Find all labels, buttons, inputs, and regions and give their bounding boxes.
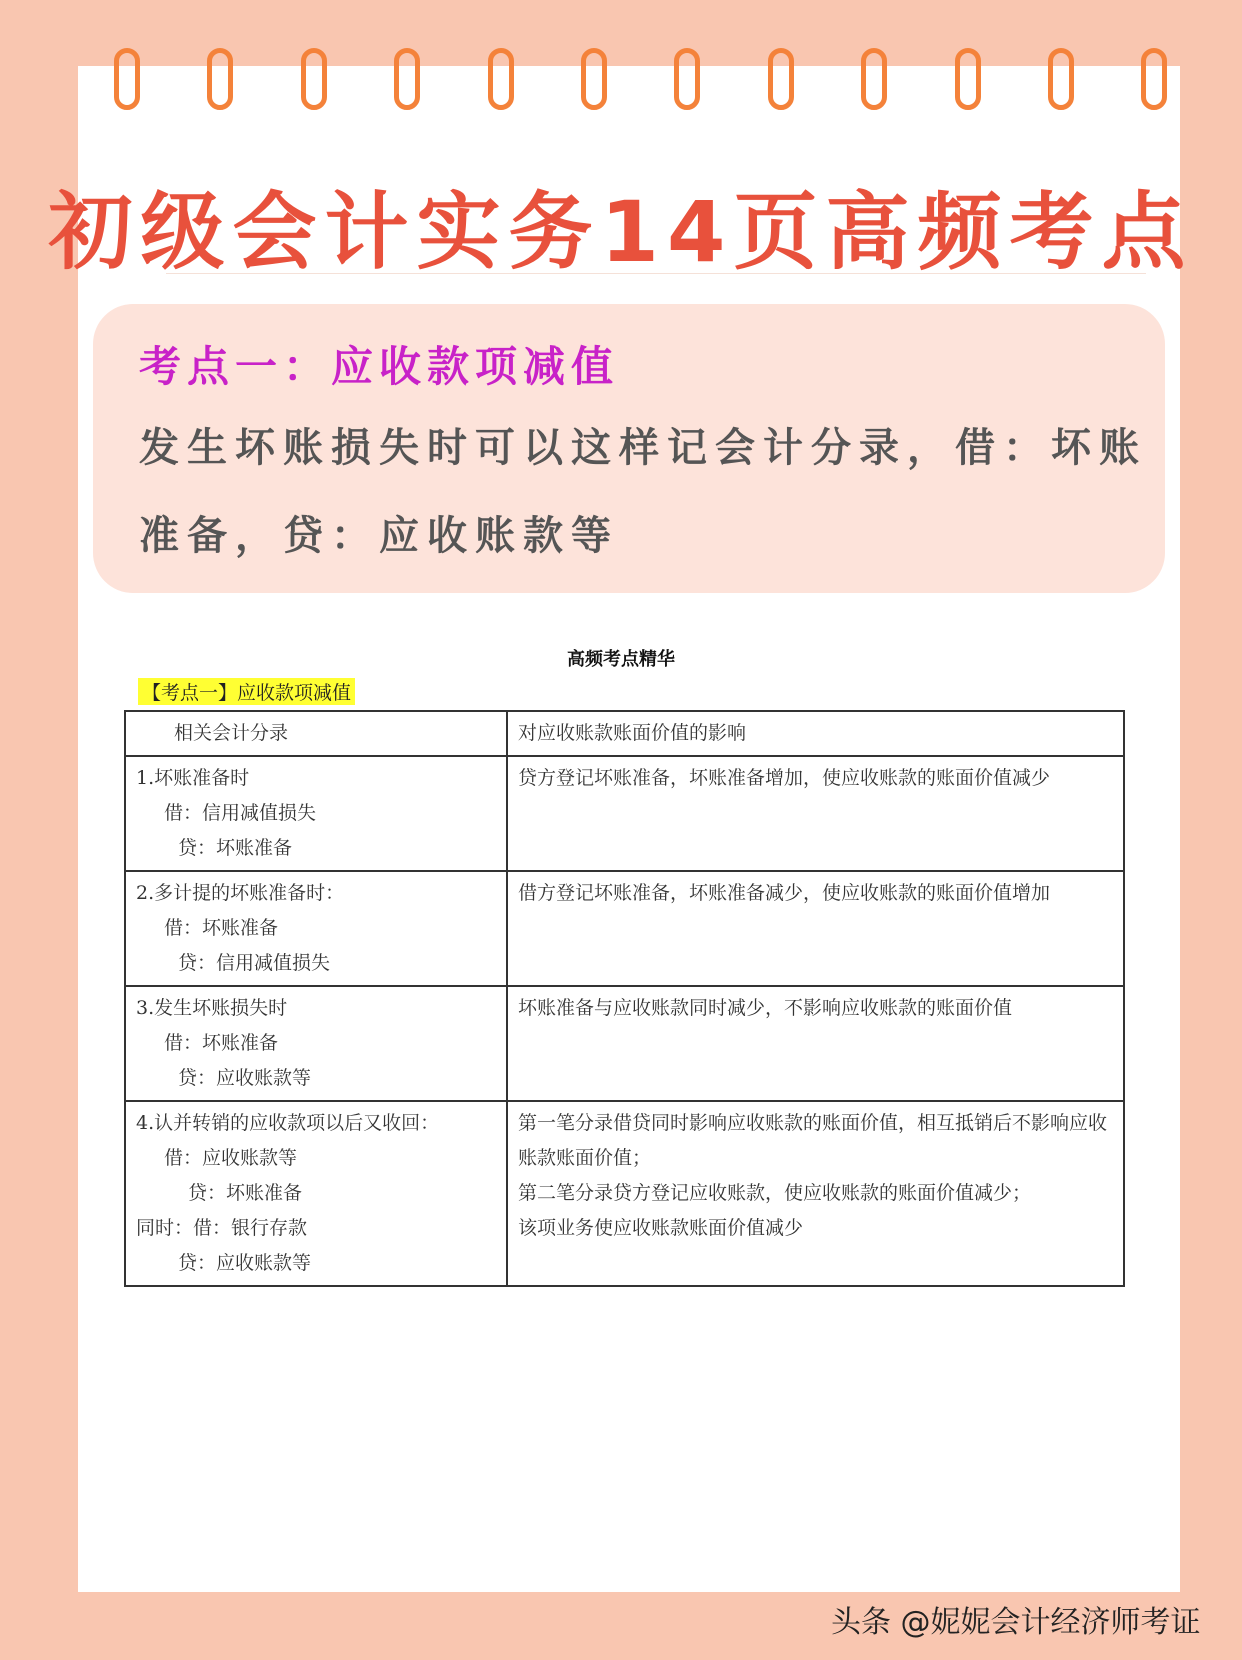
binder-ring-icon bbox=[674, 48, 700, 110]
page-title: 初级会计实务14页高频考点 bbox=[48, 183, 1194, 281]
table-row bbox=[125, 756, 1124, 871]
entry-cell bbox=[125, 1101, 507, 1286]
header-entry: 相关会计分录 bbox=[125, 711, 507, 756]
effect-line: 贷方登记坏账准备，坏账准备增加，使应收账款的账面价值减少 bbox=[518, 767, 1051, 789]
table-row bbox=[125, 1101, 1124, 1286]
binder-ring-icon bbox=[394, 48, 420, 110]
entries-table bbox=[124, 710, 1125, 1287]
effect-line: 第二笔分录贷方登记应收账款，使应收账款的账面价值减少； bbox=[518, 1182, 1032, 1204]
binder-ring-icon bbox=[861, 48, 887, 110]
entry-line: 2.多计提的坏账准备时： bbox=[136, 882, 345, 904]
highlighted-tag: 【考点一】应收款项减值 bbox=[138, 678, 355, 705]
key-point-heading: 考点一：应收款项减值 bbox=[139, 342, 620, 391]
effect-line: 第一笔分录借贷同时影响应收账款的账面价值，相互抵销后不影响应收账款账面价值； bbox=[518, 1112, 1108, 1169]
entry-line: 借：坏账准备 bbox=[164, 917, 279, 939]
table-row bbox=[125, 871, 1124, 986]
effect-cell bbox=[507, 871, 1124, 986]
effect-line: 借方登记坏账准备，坏账准备减少，使应收账款的账面价值增加 bbox=[518, 882, 1051, 904]
entry-line: 借：信用减值损失 bbox=[164, 802, 317, 824]
entry-line: 贷：应收账款等 bbox=[178, 1252, 312, 1274]
binder-ring-icon bbox=[1048, 48, 1074, 110]
effect-line: 坏账准备与应收账款同时减少，不影响应收账款的账面价值 bbox=[518, 997, 1013, 1019]
binder-ring-icon bbox=[114, 48, 140, 110]
entry-line: 3.发生坏账损失时 bbox=[136, 997, 288, 1019]
entry-line: 4.认并转销的应收款项以后又收回： bbox=[136, 1112, 440, 1134]
effect-cell bbox=[507, 756, 1124, 871]
binder-ring-icon bbox=[488, 48, 514, 110]
entry-cell bbox=[125, 756, 507, 871]
entry-cell bbox=[125, 986, 507, 1101]
entry-line: 贷：坏账准备 bbox=[188, 1182, 303, 1204]
binder-ring-icon bbox=[581, 48, 607, 110]
document-title: 高频考点精华 bbox=[567, 649, 675, 670]
binder-ring-icon bbox=[207, 48, 233, 110]
effect-cell bbox=[507, 986, 1124, 1101]
binder-ring-icon bbox=[768, 48, 794, 110]
binder-ring-icon bbox=[301, 48, 327, 110]
binder-ring-icon bbox=[955, 48, 981, 110]
key-point-body: 发生坏账损失时可以这样记会计分录，借：坏账准备，贷：应收账款等 bbox=[139, 425, 1147, 559]
header-effect: 对应收账款账面价值的影响 bbox=[507, 711, 1124, 756]
entry-cell bbox=[125, 871, 507, 986]
entry-line: 贷：应收账款等 bbox=[178, 1067, 312, 1089]
table-row bbox=[125, 986, 1124, 1101]
binder-ring-icon bbox=[1141, 48, 1167, 110]
entry-line: 同时：借：银行存款 bbox=[136, 1217, 308, 1239]
entry-line: 贷：坏账准备 bbox=[178, 837, 293, 859]
entry-line: 1.坏账准备时 bbox=[136, 767, 250, 789]
key-point-card bbox=[93, 304, 1165, 593]
entry-line: 贷：信用减值损失 bbox=[178, 952, 331, 974]
entry-line: 借：应收账款等 bbox=[164, 1147, 298, 1169]
watermark: 头条 @妮妮会计经济师考证 bbox=[831, 1605, 1201, 1640]
effect-line: 该项业务使应收账款账面价值减少 bbox=[518, 1217, 804, 1239]
effect-cell bbox=[507, 1101, 1124, 1286]
divider bbox=[166, 273, 1146, 274]
entry-line: 借：坏账准备 bbox=[164, 1032, 279, 1054]
